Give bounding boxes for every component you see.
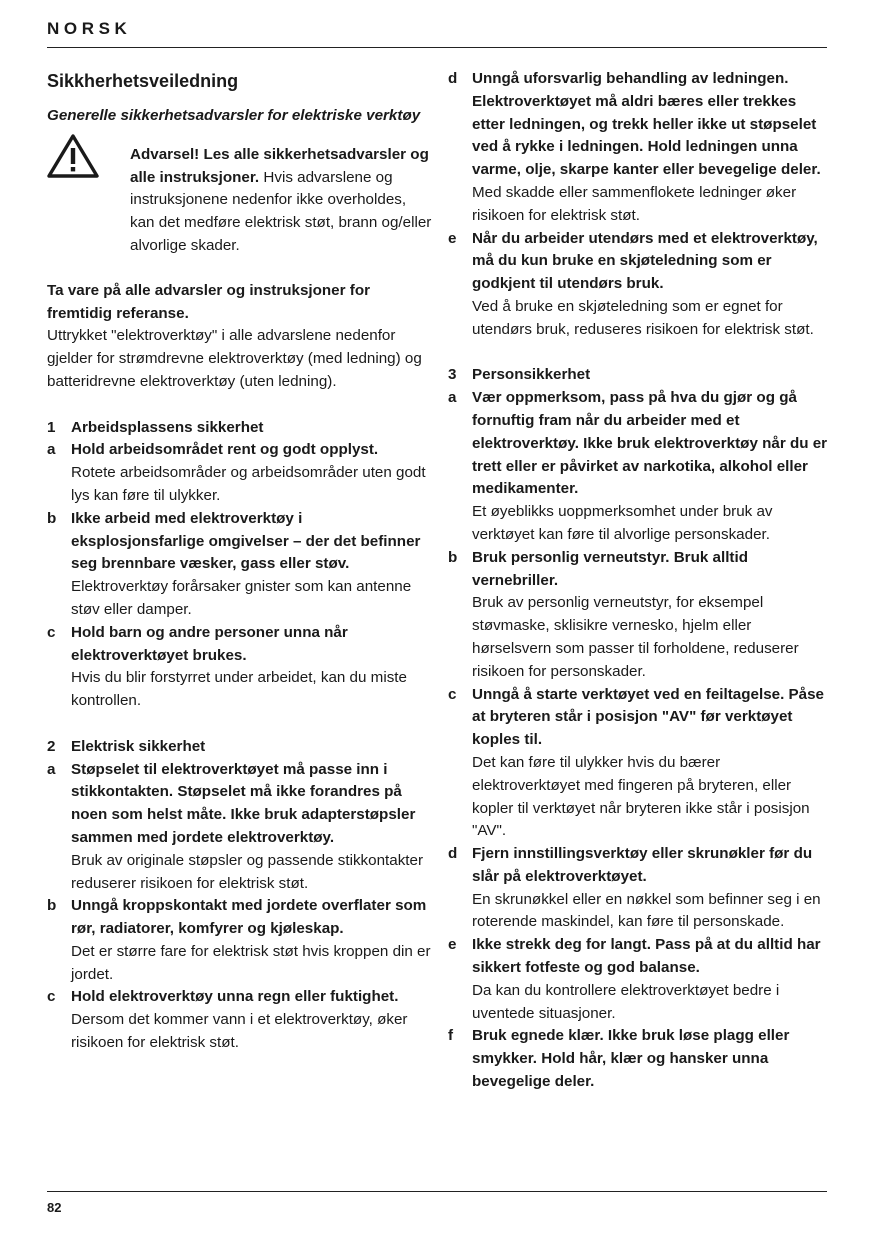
item-letter: b (448, 548, 458, 566)
item-text: Rotete arbeidsområder og arbeidsområder uten godt lys kan føre til ulykker. (71, 464, 426, 504)
section-title: Personsikkerhet (472, 366, 591, 384)
keep-instructions-note: Ta vare på alle advarsler og instruksjoner for fremtidig referanse. (47, 281, 371, 322)
item-letter: a (47, 441, 56, 459)
warning-triangle-icon (47, 133, 99, 179)
item-title: Hold barn og andre personer unna når elektroverktøyet brukes. (71, 623, 348, 664)
list-item (47, 759, 432, 896)
left-column (47, 68, 432, 1055)
item-letter: d (448, 70, 458, 87)
list-item (47, 439, 432, 507)
item-letter: a (47, 760, 56, 778)
list-item (448, 843, 830, 934)
item-title: Vær oppmerksom, pass på hva du gjør og gå fornuftig fram når du arbeider med et elektroverktøy. Ikke bruk elektroverktøy når du er trett eller er påvirket av narkotika, alkohol eller medikamenter. (472, 389, 828, 498)
item-title: Hold arbeidsområdet rent og godt opplyst. (71, 441, 379, 459)
power-tool-definition: Uttrykket "elektroverktøy" i alle advarslene nedenfor gjelder for strømdrevne elektroverktøy (med ledning) og batteridrevne elektroverktøy (uten ledning). (47, 327, 422, 390)
list-item (47, 986, 432, 1054)
item-letter: e (448, 229, 457, 247)
list-item (448, 387, 830, 547)
warning-text: Hvis advarslene og instruksjonene nedenfor ikke overholdes, kan det medføre elektrisk støt, brann og/eller alvorlige skader. (130, 168, 432, 254)
right-column (448, 68, 830, 1094)
section-number: 3 (448, 366, 457, 384)
item-title: Ikke strekk deg for langt. Pass på at du alltid har sikkert fotfeste og god balanse. (472, 936, 821, 977)
item-letter: c (47, 988, 56, 1006)
section-work-area-heading (47, 417, 432, 440)
item-letter: c (47, 623, 56, 641)
item-letter: d (448, 845, 458, 863)
page-title: Sikkherhetsveiledning (47, 71, 239, 91)
list-item (448, 934, 830, 1025)
section-title: Arbeidsplassens sikkerhet (71, 418, 264, 436)
item-text: En skrunøkkel eller en nøkkel som befinner seg i en roterende maskindel, kan føre til personskade. (472, 890, 821, 931)
list-item (448, 68, 830, 228)
item-title: Bruk egnede klær. Ikke bruk løse plagg eller smykker. Hold hår, klær og hansker unna bevegelige deler. (472, 1027, 790, 1091)
list-item (47, 508, 432, 622)
section-number: 1 (47, 418, 56, 436)
list-item (47, 895, 432, 986)
list-item (47, 622, 432, 713)
section-personal-safety-heading (448, 364, 830, 387)
list-item (448, 228, 830, 342)
item-text: Med skadde eller sammenflokete ledninger øker risikoen for elektrisk støt. (472, 183, 797, 224)
page-number: 82 (47, 1200, 62, 1215)
section-title: Elektrisk sikkerhet (71, 737, 206, 755)
warning-block (47, 144, 432, 258)
list-item (448, 684, 830, 844)
item-text: Det kan føre til ulykker hvis du bærer elektroverktøyet med fingeren på bryteren, eller kopler til verktøyet når bryteren ikke står i posisjon "AV". (472, 753, 810, 840)
item-title: Fjern innstillingsverktøy eller skrunøkler før du slår på elektroverktøyet. (472, 845, 813, 885)
item-title: Unngå uforsvarlig behandling av ledningen. Elektroverktøyet må aldri bæres eller trekkes etter ledningen, og trekk heller ikke ut støpselet ved å rykke i ledningen. Hold ledningen unna varme, olje, skarpe kanter eller bevegelige deler. (472, 70, 821, 179)
item-title: Bruk personlig verneutstyr. Bruk alltid vernebriller. (472, 548, 748, 589)
item-text: Det er større fare for elektrisk støt hvis kroppen din er jordet. (71, 942, 431, 983)
section-number: 2 (47, 737, 56, 755)
item-text: Ved å bruke en skjøteledning som er egnet for utendørs bruk, reduseres risikoen for elektrisk støt. (472, 297, 814, 338)
footer-divider (47, 1191, 827, 1192)
item-text: Bruk av originale støpsler og passende stikkontakter reduserer risikoen for elektrisk støt. (71, 851, 424, 892)
item-title: Støpselet til elektroverktøyet må passe inn i stikkontakten. Støpselet må ikke forandres på noen som helst måte. Ikke bruk adapterstøpsler sammen med jordete elektroverktøy. (71, 760, 416, 846)
item-title: Unngå å starte verktøyet ved en feiltagelse. Påse at bryteren står i posisjon "AV" før verktøyet koples til. (472, 685, 824, 749)
item-letter: a (448, 389, 457, 407)
item-letter: f (448, 1027, 454, 1045)
header-divider (47, 47, 827, 48)
header-language: NORSK (47, 19, 132, 38)
general-warnings-subtitle: Generelle sikkerhetsadvarsler for elektriske verktøy (47, 107, 421, 124)
section-electrical-heading (47, 736, 432, 759)
item-title: Når du arbeider utendørs med et elektroverktøy, må du kun bruke en skjøteledning som er godkjent til utendørs bruk. (472, 229, 818, 293)
item-text: Et øyeblikks uoppmerksomhet under bruk av verktøyet kan føre til alvorlige personskader. (472, 503, 773, 543)
warning-bold-text: Advarsel! Les alle sikkerhetsadvarsler og alle instruksjoner. (130, 145, 429, 186)
item-text: Dersom det kommer vann i et elektroverktøy, øker risikoen for elektrisk støt. (71, 1011, 408, 1052)
item-text: Bruk av personlig verneutstyr, for eksempel støvmaske, sklisikre vernesko, hjelm eller hørselsvern som passer til forholdene, reduserer risikoen for personskader. (472, 594, 799, 680)
item-title: Unngå kroppskontakt med jordete overflater som rør, radiatorer, komfyrer og kjøleskap. (71, 897, 427, 938)
item-letter: b (47, 509, 57, 527)
item-letter: b (47, 897, 57, 915)
item-title: Ikke arbeid med elektroverktøy i eksplosjonsfarlige omgivelser – der det befinner seg brennbare væsker, gass eller støv. (71, 509, 421, 573)
item-text: Da kan du kontrollere elektroverktøyet bedre i uventede situasjoner. (472, 981, 780, 1022)
item-letter: e (448, 936, 457, 954)
item-title: Hold elektroverktøy unna regn eller fuktighet. (71, 988, 399, 1006)
list-item (448, 547, 830, 684)
item-text: Hvis du blir forstyrret under arbeidet, kan du miste kontrollen. (71, 669, 407, 710)
item-letter: c (448, 685, 457, 703)
list-item (448, 1025, 830, 1093)
item-text: Elektroverktøy forårsaker gnister som kan antenne støv eller damper. (71, 578, 412, 618)
